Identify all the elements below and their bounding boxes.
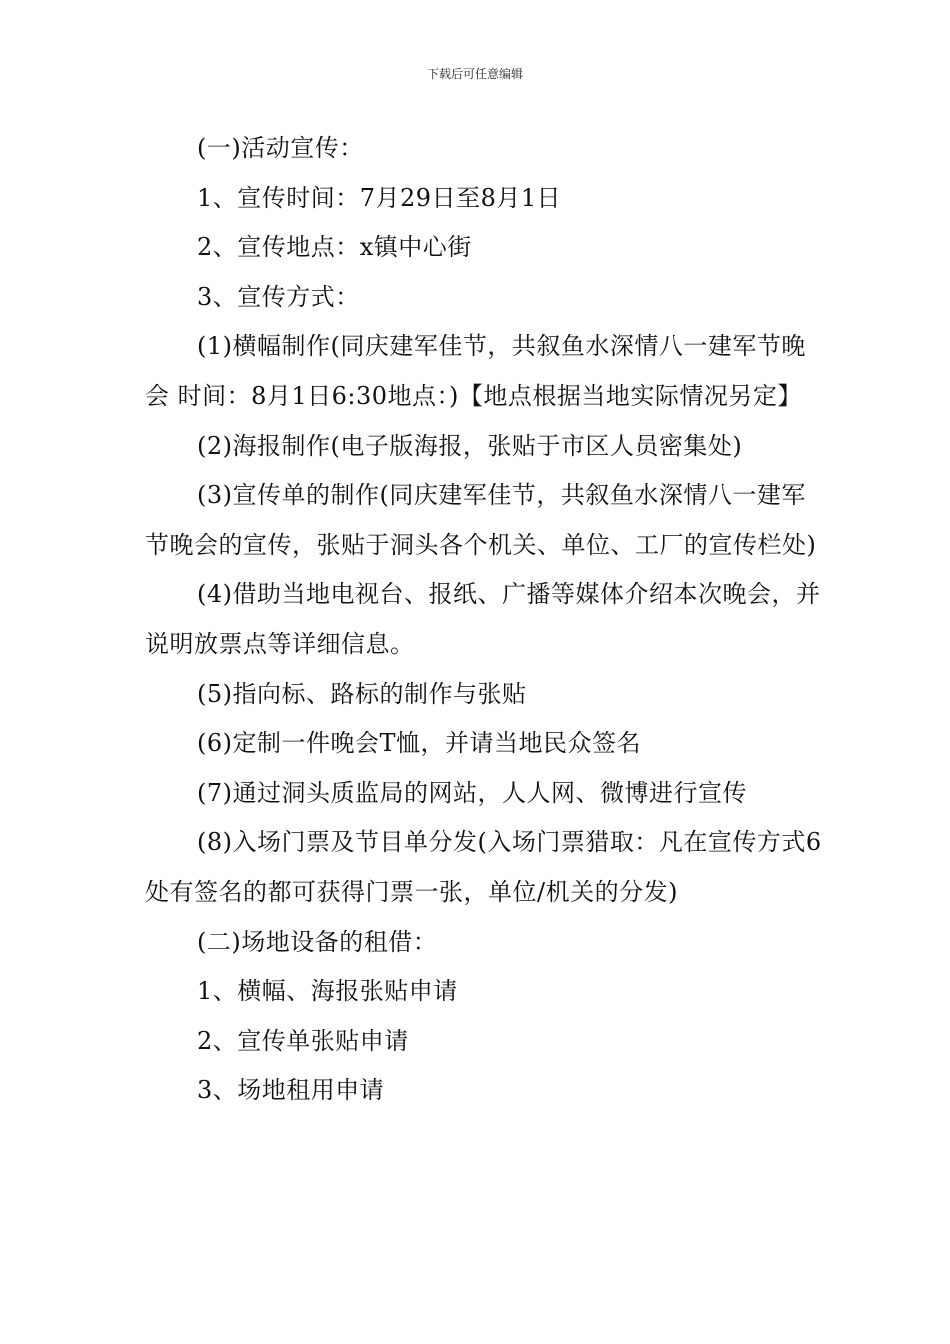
list-item-banner-application: 1、横幅、海报张贴申请 xyxy=(197,977,458,1006)
list-item-publicity-location: 2、宣传地点：x镇中心街 xyxy=(197,233,472,262)
section-heading-publicity: (一)活动宣传： xyxy=(197,134,364,162)
list-item-media: (4)借助当地电视台、报纸、广播等媒体介绍本次晚会，并说明放票点等详细信息。 xyxy=(145,580,821,658)
document-body xyxy=(145,124,825,1116)
list-item-flyer-application: 2、宣传单张贴申请 xyxy=(197,1026,409,1055)
list-item-venue-application: 3、场地租用申请 xyxy=(197,1076,385,1105)
list-item-poster: (2)海报制作(电子版海报，张贴于市区人员密集处) xyxy=(197,431,743,460)
list-item-online: (7)通过洞头质监局的网站，人人网、微博进行宣传 xyxy=(197,778,747,807)
list-item-tshirt: (6)定制一件晚会T恤，并请当地民众签名 xyxy=(197,729,642,758)
list-item-flyer: (3)宣传单的制作(同庆建军佳节，共叙鱼水深情八一建军节晚会的宣传，张贴于洞头各个机关、单位、工厂的宣传栏处) xyxy=(145,481,817,559)
section-heading-venue: (二)场地设备的租借： xyxy=(197,927,438,956)
list-item-signage: (5)指向标、路标的制作与张贴 xyxy=(197,679,527,708)
list-item-banner: (1)横幅制作(同庆建军佳节，共叙鱼水深情八一建军节晚会 时间：8月1日6:30地点：)【地点根据当地实际情况另定】 xyxy=(145,332,806,410)
page-header-note: 下载后可任意编辑 xyxy=(426,67,523,81)
list-item-publicity-time: 1、宣传时间：7月29日至8月1日 xyxy=(197,183,562,212)
list-item-tickets: (8)入场门票及节目单分发(入场门票猎取：凡在宣传方式6处有签名的都可获得门票一张，单位/机关的分发) xyxy=(145,828,822,906)
list-item-publicity-method: 3、宣传方式： xyxy=(197,282,360,311)
